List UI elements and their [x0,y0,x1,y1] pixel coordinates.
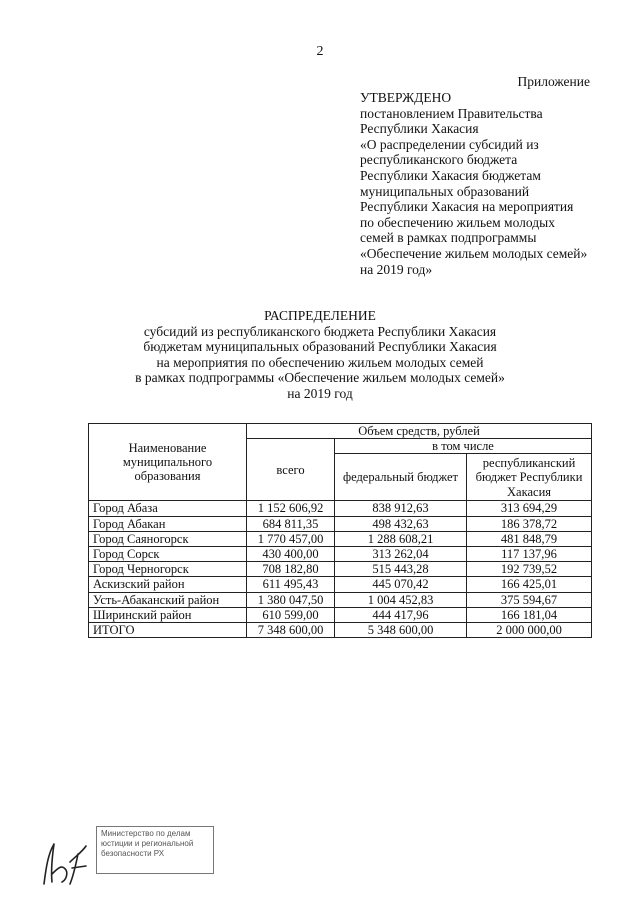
cell-name: ИТОГО [89,623,247,638]
cell-federal: 515 443,28 [335,562,467,577]
cell-name: Город Абакан [89,516,247,531]
approval-line: республиканского бюджета [360,152,518,168]
title-line: субсидий из республиканского бюджета Республики Хакасия [143,323,497,339]
header-including-group: в том числе [335,439,592,454]
cell-name: Аскизский район [89,577,247,592]
cell-federal: 445 070,42 [335,577,467,592]
cell-republic: 117 137,96 [467,547,592,562]
table-row [89,501,592,516]
approval-line: «Обеспечение жильем молодых семей» [360,245,588,261]
cell-total: 1 380 047,50 [247,592,335,607]
cell-republic: 2 000 000,00 [467,623,592,638]
document-title [0,308,640,402]
page-number: 2 [316,44,324,59]
header-republic: республиканский бюджет Республики Хакасия [467,454,592,501]
cell-republic: 186 378,72 [467,516,592,531]
approval-line: на 2019 год» [360,261,433,277]
table-row [89,607,592,622]
approval-line: Республики Хакасия бюджетам [360,167,541,183]
approval-block [360,90,620,277]
title-line: на мероприятия по обеспечению жильем молодых семей [156,354,484,370]
cell-name: Город Абаза [89,501,247,516]
approval-heading: УТВЕРЖДЕНО [360,90,452,105]
approval-line: «О распределении субсидий из [360,136,539,152]
title-line: бюджетам муниципальных образований Республики Хакасия [143,339,497,355]
stamp-line: юстиции и региональной [101,839,194,848]
cell-total: 1 152 606,92 [247,501,335,516]
cell-name: Город Саяногорск [89,531,247,546]
cell-total: 611 495,43 [247,577,335,592]
signature-mark [36,838,96,888]
cell-federal: 1 004 452,83 [335,592,467,607]
title-line: в рамках подпрограммы «Обеспечение жильем молодых семей» [135,370,505,386]
cell-republic: 313 694,29 [467,501,592,516]
approval-line: Республики Хакасия [360,121,479,137]
table-row [89,516,592,531]
cell-federal: 1 288 608,21 [335,531,467,546]
title-heading: РАСПРЕДЕЛЕНИЕ [264,308,376,323]
approval-line: постановлением Правительства [360,105,543,121]
table-row [89,562,592,577]
cell-name: Ширинский район [89,607,247,622]
cell-total: 1 770 457,00 [247,531,335,546]
cell-federal: 313 262,04 [335,547,467,562]
cell-name: Усть-Абаканский район [89,592,247,607]
cell-federal: 838 912,63 [335,501,467,516]
header-federal: федеральный бюджет [335,454,467,501]
cell-total: 610 599,00 [247,607,335,622]
table-row [89,531,592,546]
cell-republic: 375 594,67 [467,592,592,607]
cell-republic: 192 739,52 [467,562,592,577]
table-row [89,592,592,607]
table-row [89,577,592,592]
stamp-line: безопасности РХ [101,849,165,858]
cell-total: 7 348 600,00 [247,623,335,638]
title-line: на 2019 год [287,385,353,401]
cell-federal: 5 348 600,00 [335,623,467,638]
appendix-label: Приложение [517,74,590,89]
approval-line: муниципальных образований [360,183,530,199]
table-row [89,623,592,638]
cell-federal: 444 417,96 [335,607,467,622]
header-name: Наименование муниципального образования [89,424,247,501]
cell-federal: 498 432,63 [335,516,467,531]
table-row [89,547,592,562]
cell-total: 430 400,00 [247,547,335,562]
approval-line: по обеспечению жильем молодых [360,214,555,230]
cell-name: Город Черногорск [89,562,247,577]
cell-total: 708 182,80 [247,562,335,577]
header-total: всего [247,439,335,501]
table-body [89,501,592,638]
cell-republic: 166 181,04 [467,607,592,622]
approval-line: Республики Хакасия на мероприятия [360,199,574,215]
cell-republic: 166 425,01 [467,577,592,592]
cell-total: 684 811,35 [247,516,335,531]
approval-line: семей в рамках подпрограммы [360,230,537,246]
registration-stamp [96,826,214,874]
header-amount-group: Объем средств, рублей [247,424,592,439]
subsidy-table [88,423,592,638]
cell-republic: 481 848,79 [467,531,592,546]
cell-name: Город Сорск [89,547,247,562]
stamp-line: Министерство по делам [101,829,191,838]
